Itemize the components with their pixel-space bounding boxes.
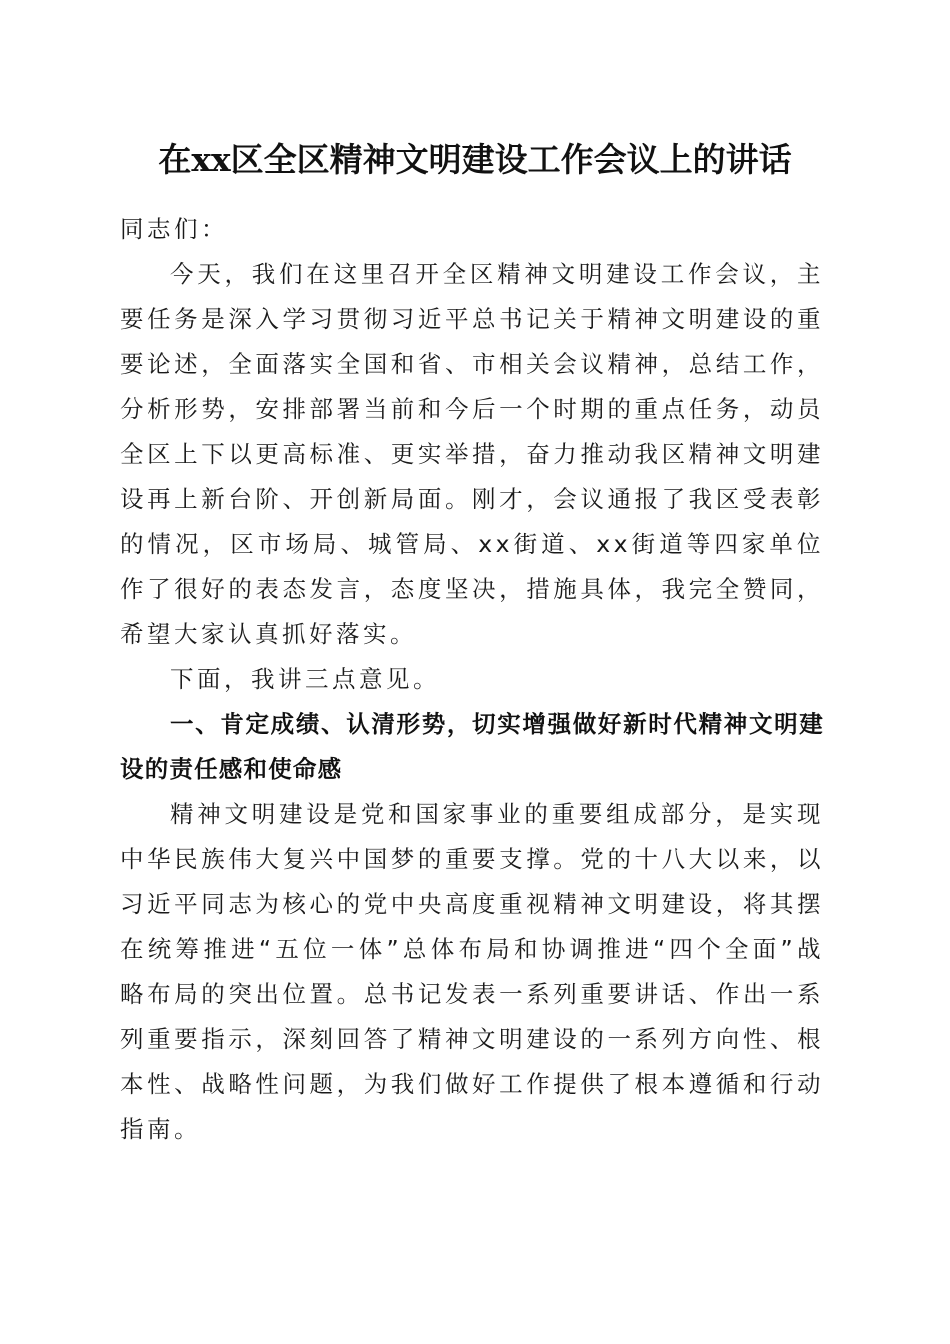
opening-paragraph: 今天，我们在这里召开全区精神文明建设工作会议，主要任务是深入学习贯彻习近平总书记关于精神文明建设的重要论述，全面落实全国和省、市相关会议精神，总结工作，分析形势，安排部署当前和今后一个时期的重点任务，动员全区上下以更高标准、更实举措，奋力推动我区精神文明建设再上新台阶、开创新局面。刚才，会议通报了我区受表彰的情况，区市场局、城管局、xx街道、xx街道等四家单位作了很好的表态发言，态度坚决，措施具体，我完全赞同，希望大家认真抓好落实。 <box>120 260 824 648</box>
salutation: 同志们： <box>120 215 228 243</box>
transition-paragraph: 下面，我讲三点意见。 <box>170 665 440 693</box>
document-body <box>120 207 824 1152</box>
document-title: 在xx区全区精神文明建设工作会议上的讲话 <box>158 140 792 179</box>
section-heading: 一、肯定成绩、认清形势，切实增强做好新时代精神文明建设的责任感和使命感 <box>120 710 824 783</box>
section-paragraph: 精神文明建设是党和国家事业的重要组成部分，是实现中华民族伟大复兴中国梦的重要支撑。党的十八大以来，以习近平同志为核心的党中央高度重视精神文明建设，将其摆在统筹推进“五位一体”总体布局和协调推进“四个全面”战略布局的突出位置。总书记发表一系列重要讲话、作出一系列重要指示，深刻回答了精神文明建设的一系列方向性、根本性、战略性问题，为我们做好工作提供了根本遵循和行动指南。 <box>120 800 824 1143</box>
